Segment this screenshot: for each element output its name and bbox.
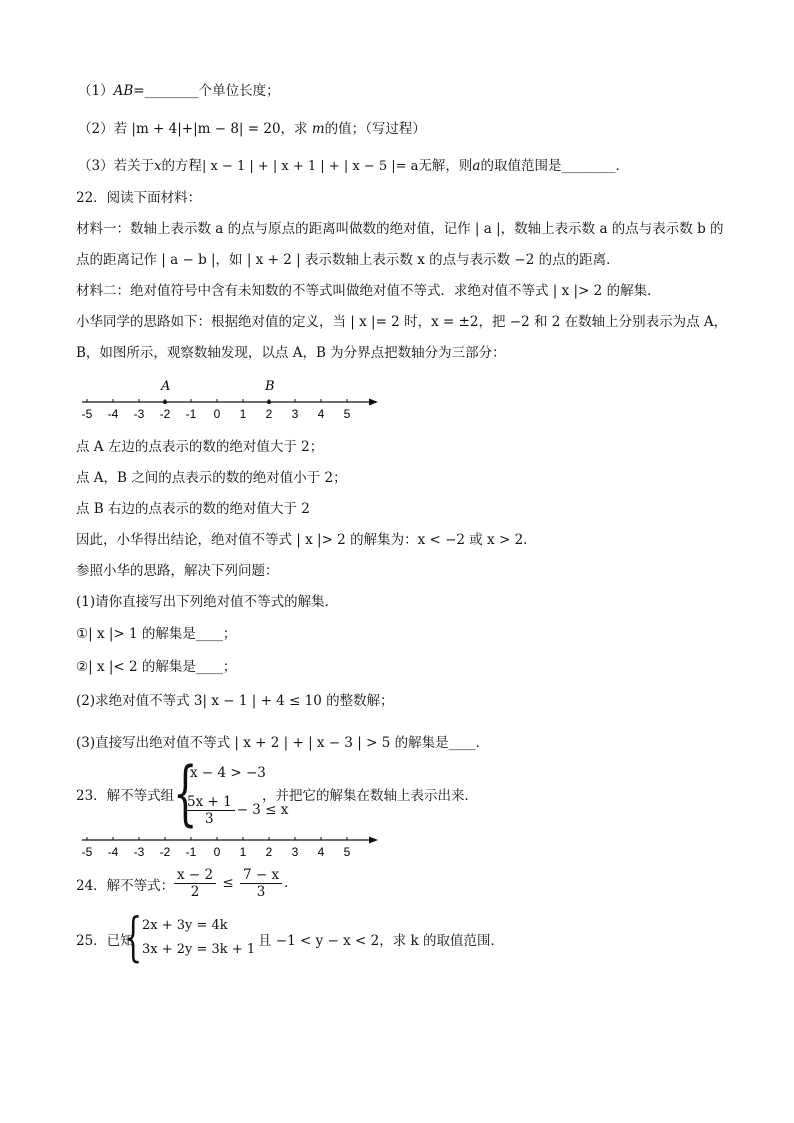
q22-observation3: 点 B 右边的点表示的数的绝对值大于 2 [76,501,310,517]
q24-prefix: 24．解不等式： [76,878,175,894]
tick-label: -1 [185,407,197,421]
tick-label: 3 [291,407,299,421]
tick-label: 1 [239,845,247,859]
tick-label: -3 [133,407,145,421]
q24-inequality: $\frac{x - 2}{2}$ ≤ $\frac{7 - x}{3}$ ． [172,867,298,900]
q23-prefix: 23．解不等式组 [76,788,175,804]
tick-labels [82,407,351,421]
tick-label: -4 [107,845,119,859]
q22-sub1b: ②| x |< 2 的解集是____； [76,659,237,675]
q25-brace: { [124,908,143,968]
q22-material1-line2: 点的距离记作 | a − b |，如 | x + 2 | 表示数轴上表示数 x 的点与表示数 −2 的点的距离． [76,252,620,268]
tick-label: 4 [317,845,325,859]
q22-sub3: (3)直接写出绝对值不等式 | x + 2 | + | x − 3 | > 5 的解集是____． [76,735,490,751]
q25-equation2: 3x + 2y = 3k + 1 [142,942,256,957]
tick-label: -1 [185,845,197,859]
q22-material1-line1: 材料一：数轴上表示数 a 的点与原点的距离叫做数的绝对值，记作 | a |，数轴上表示数 a 的点与表示数 b 的 [76,221,724,237]
q22-thinking-line2: B，如图所示，观察数轴发现，以点 A，B 为分界点把数轴分为三部分： [76,345,506,361]
tick-label: -2 [159,845,171,859]
tick-label: 5 [343,407,351,421]
tick-label: 2 [265,845,273,859]
tick-label: -5 [81,407,93,421]
q22-sub2: (2)求绝对值不等式 3| x − 1 | + 4 ≤ 10 的整数解； [76,693,394,709]
axis-arrow [369,837,378,844]
point-b-label: B [265,379,275,394]
tick-label: 0 [213,845,221,859]
tick-label: 1 [239,407,247,421]
tick-label: -4 [107,407,119,421]
q22-title: 22．阅读下面材料： [76,190,202,206]
q22-observation2: 点 A，B 之间的点表示的数的绝对值小于 2； [76,470,347,486]
number-line-q23 [76,830,386,864]
q21-part1: （1）AB=________个单位长度； [78,83,280,99]
tick-label: -2 [159,407,171,421]
q22-reference: 参照小华的思路，解决下列问题： [76,563,279,579]
q23-inequality2: $\frac{5x + 1}{3}$ − 3 ≤ x [182,794,288,827]
tick-label: 5 [343,845,351,859]
q22-observation1: 点 A 左边的点表示的数的绝对值大于 2； [76,439,324,455]
q21-part2: （2）若 |m + 4|+|m − 8| = 20，求 m的值；（写过程） [78,121,426,137]
q23-brace: { [173,752,198,834]
point-a-label: A [161,379,171,394]
q25-equation1: 2x + 3y = 4k [142,918,228,933]
q22-sub1: (1)请你直接写出下列绝对值不等式的解集． [76,594,339,610]
tick-label: 2 [265,407,273,421]
q25-prefix: 25．已知 [76,933,134,949]
tick-label: 3 [291,845,299,859]
tick-label: -5 [81,845,93,859]
point-a-dot [163,400,167,404]
point-b-dot [267,400,271,404]
number-line-ab [76,374,386,422]
q22-material2: 材料二：绝对值符号中含有未知数的不等式叫做绝对值不等式．求绝对值不等式 | x |> 2 的解集． [76,283,661,299]
q23-inequality1: x − 4 > −3 [190,765,266,781]
q23-suffix: ，并把它的解集在数轴上表示出来． [262,788,478,804]
tick-label: 4 [317,407,325,421]
q22-thinking-line1: 小华同学的思路如下：根据绝对值的定义，当 | x |= 2 时，x = ±2，把 −2 和 2 在数轴上分别表示为点 A， [76,314,728,330]
tick-labels [82,845,351,859]
q21-part3: （3）若关于x的方程| x − 1 | + | x + 1 | + | x − 5 |= a无解，则a的取值范围是________． [78,158,629,174]
q22-conclusion: 因此，小华得出结论，绝对值不等式 | x |> 2 的解集为：x < −2 或 x > 2． [76,532,537,548]
tick-label: -3 [133,845,145,859]
tick-label: 0 [213,407,221,421]
q22-sub1a: ①| x |> 1 的解集是____； [76,626,237,642]
axis-arrow [369,399,378,406]
q25-suffix: 且 −1 < y − x < 2，求 k 的取值范围． [258,933,504,949]
